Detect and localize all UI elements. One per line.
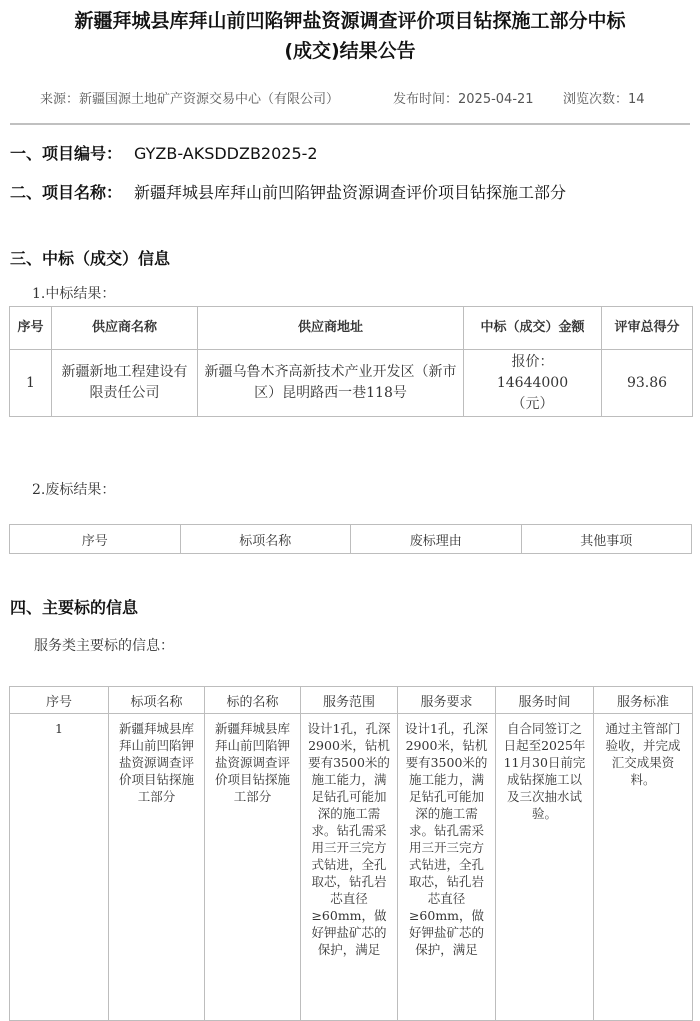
review-score: 93.86 [602, 350, 693, 417]
col-header: 供应商地址 [198, 307, 464, 350]
table-row [10, 714, 693, 1021]
award-amount [464, 350, 602, 417]
article-title [0, 6, 700, 66]
service-time [496, 714, 594, 1021]
service-subject-label: 服务类主要标的信息： [34, 638, 174, 654]
row-number-text: 1 [55, 721, 63, 736]
section-project-number [10, 141, 318, 164]
supplier-name: 新疆新地工程建设有限责任公司 [52, 350, 198, 417]
award-result-table [9, 306, 693, 417]
award-result-label: 1.中标结果： [32, 286, 116, 302]
col-header: 中标（成交）金额 [464, 307, 602, 350]
row-number [10, 714, 109, 1021]
service-requirement-text: 设计1孔，孔深2900米，钻机要有3500米的施工能力，满足钻孔可能加深的施工需求。钻孔需采用三开三完方式钻进，全孔取芯，钻孔岩芯直径≥60mm，做好钾盐矿芯的保护，满足 [405, 721, 488, 957]
section-heading: 二、项目名称： [10, 183, 123, 202]
section-award-info: 三、中标（成交）信息 [10, 249, 171, 268]
col-header: 服务要求 [398, 687, 496, 714]
service-standard-text: 通过主管部门验收，并完成汇交成果资料。 [605, 721, 681, 787]
col-header: 服务标准 [594, 687, 693, 714]
section-project-name [10, 180, 566, 203]
col-header: 服务时间 [496, 687, 594, 714]
amount-value: 14644000 [496, 374, 569, 391]
col-header: 评审总得分 [602, 307, 693, 350]
col-header: 供应商名称 [52, 307, 198, 350]
col-header: 序号 [10, 525, 181, 554]
row-number: 1 [10, 350, 52, 417]
amount-label: 报价： [511, 353, 554, 370]
section-main-subject: 四、主要标的信息 [10, 598, 139, 617]
item-name [109, 714, 205, 1021]
project-number: GYZB-AKSDDZB2025-2 [134, 144, 318, 163]
service-time-text: 自合同签订之日起至2025年11月30日前完成钻探施工以及三次抽水试验。 [503, 721, 586, 821]
article-title-line2: (成交)结果公告 [284, 40, 416, 62]
article-title-line1: 新疆拜城县库拜山前凹陷钾盐资源调查评价项目钻探施工部分中标 [74, 10, 626, 32]
col-header: 服务范围 [301, 687, 398, 714]
supplier-address: 新疆乌鲁木齐高新技术产业开发区（新市区）昆明路西一巷118号 [198, 350, 464, 417]
col-header: 标项名称 [109, 687, 205, 714]
project-name: 新疆拜城县库拜山前凹陷钾盐资源调查评价项目钻探施工部分 [134, 183, 567, 202]
publish-time: 发布时间：2025-04-21 [393, 92, 534, 107]
table-header-row [10, 307, 693, 350]
col-header: 标项名称 [180, 525, 351, 554]
col-header: 其他事项 [521, 525, 692, 554]
section-heading: 一、项目编号： [10, 144, 123, 163]
divider [10, 123, 690, 125]
service-standard [594, 714, 693, 1021]
col-header: 序号 [10, 307, 52, 350]
service-requirement [398, 714, 496, 1021]
col-header: 废标理由 [351, 525, 522, 554]
table-header-row [10, 687, 693, 714]
table-row [10, 350, 693, 417]
object-name [205, 714, 301, 1021]
void-result-table [9, 524, 692, 554]
col-header: 序号 [10, 687, 109, 714]
service-scope-text: 设计1孔，孔深2900米，钻机要有3500米的施工能力，满足钻孔可能加深的施工需求。钻孔需采用三开三完方式钻进，全孔取芯，钻孔岩芯直径≥60mm，做好钾盐矿芯的保护，满足 [307, 721, 391, 957]
amount-unit: （元） [511, 395, 554, 412]
source-text: 来源：新疆国源土地矿产资源交易中心（有限公司） [40, 92, 340, 107]
item-name-text: 新疆拜城县库拜山前凹陷钾盐资源调查评价项目钻探施工部分 [118, 721, 194, 804]
service-scope [301, 714, 398, 1021]
void-result-label: 2.废标结果： [32, 482, 116, 498]
table-header-row [10, 525, 692, 554]
object-name-text: 新疆拜城县库拜山前凹陷钾盐资源调查评价项目钻探施工部分 [214, 721, 290, 804]
col-header: 标的名称 [205, 687, 301, 714]
service-subject-table [9, 686, 693, 1021]
view-count: 浏览次数：14 [563, 92, 645, 107]
